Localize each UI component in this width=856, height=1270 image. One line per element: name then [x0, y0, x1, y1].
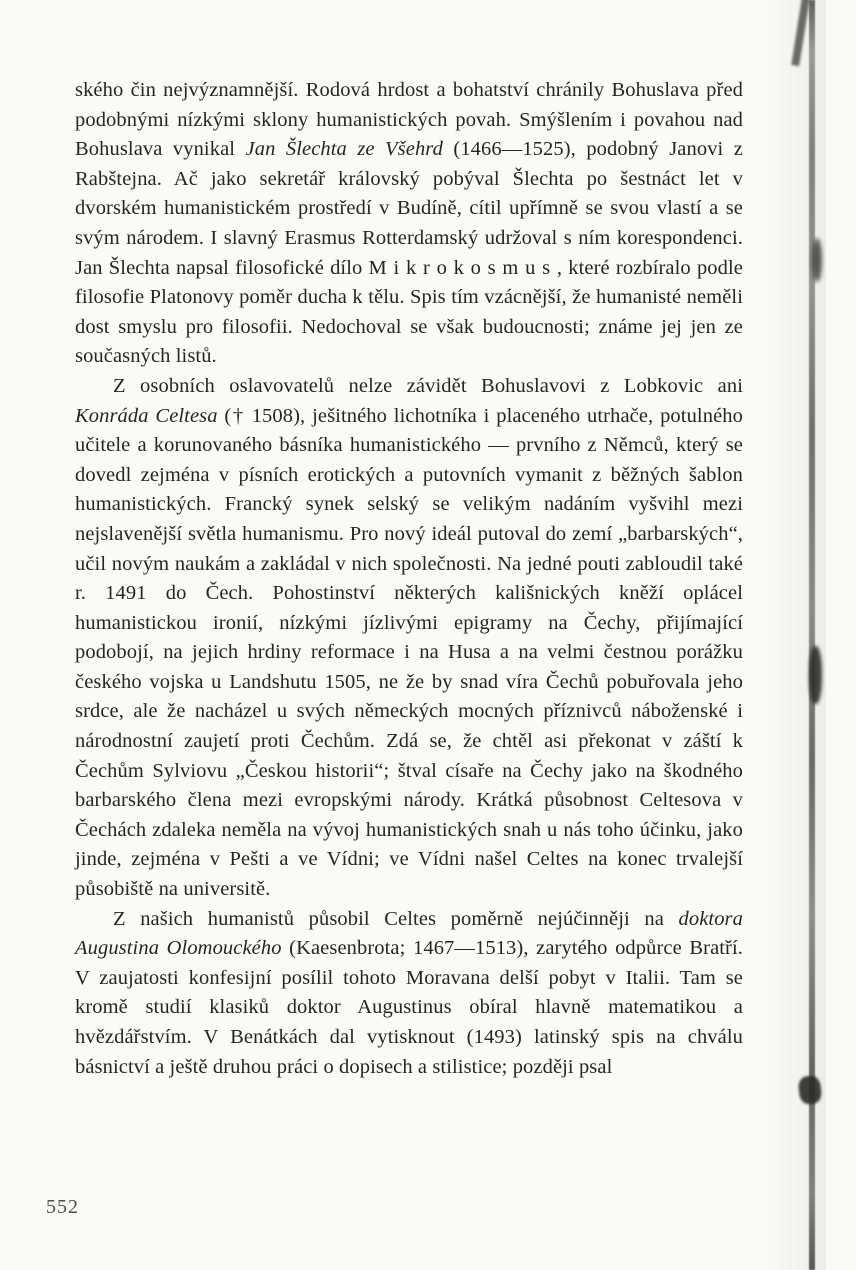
- scan-artifact-blob: [809, 646, 822, 704]
- paragraph: [75, 76, 743, 372]
- text-segment: Konráda Celtesa: [75, 404, 218, 427]
- scan-artifact-top-corner: [791, 0, 810, 66]
- text-segment: Z našich humanistů působil Celtes poměrně nejúčinněji na: [113, 907, 679, 930]
- text-segment: (1466—1525), podobný Janovi z Rabštejna. Ač jako sekretář královský pobýval Šlechta po šestnáct let v dvorském humanistickém prostředí v Budíně, cítil upřímně se svou vlastí a se svým národem. I slavný Erasmus Rotterdamský udržoval s ním korespondenci. Jan Šlechta napsal filosofické dílo: [75, 138, 743, 279]
- text-segment: doktora Augustina Olomouckého: [75, 907, 743, 960]
- text-segment: ského čin nejvýznamnější. Rodová hrdost a bohatství chránily Bohuslava před podobnými nízkými sklony humanistických povah. Smýšlením i povahou nad Bohuslava vynikal: [75, 79, 743, 161]
- paragraph: [75, 372, 743, 905]
- scan-artifact-blob: [798, 1075, 823, 1105]
- text-segment: († 1508), ješitného lichotníka i placeného utrhače, potulného učitele a korunovaného básníka humanistického — prvního z Němců, který se dovedl zejména v písních erotických a putovních vymanit z běžných šablon humanistických. Francký synek selský se velikým nadáním vyšvihl mezi nejslavenější světla humanismu. Pro nový ideál putoval do zemí „barbarských“, učil novým naukám a zakládal v nich společnosti. Na jedné pouti zabloudil také r. 1491 do Čech. Pohostinství některých kališnických kněží oplácel humanistickou ironií, nízkými jízlivými epigramy na Čechy, přijímající podobojí, na jejich hrdiny reformace i na Husa a na velmi čestnou porážku českého vojska u Landshutu 1505, ne že by snad víra Čechů pobuřovala jeho srdce, ale že nacházel u svých německých mocných příznivců náboženské i národnostní zaujetí proti Čechům. Zdá se, že chtěl asi překonat v záští k Čechům Sylviovu „Českou historii“; štval císaře na Čechy jako na škodného barbarského člena mezi evropskými národy. Krátká působnost Celtesova v Čechách zdaleka neměla na vývoj humanistických snah u nás toho účinku, jako jinde, zejména v Pešti a ve Vídni; ve Vídni našel Celtes na konec trvalejší působiště na universitě.: [75, 404, 743, 901]
- text-segment: , které rozbíralo podle filosofie Platonovy poměr ducha k tělu. Spis tím vzácnější, že humanisté neměli dost smyslu pro filosofii. Nedochoval se však budoucnosti; známe jej jen ze současných listů.: [75, 256, 743, 368]
- text-segment: Mikrokosmus: [368, 256, 557, 279]
- text-segment: (Kaesenbrota; 1467—1513), zarytého odpůrce Bratří. V zaujatosti konfesijní posílil tohoto Moravana delší pobyt v Italii. Tam se kromě studií klasiků doktor Augustinus obíral hlavně matematikou a hvězdářstvím. V Benátkách dal vytisknout (1493) latinský spis na chválu básnictví a ještě druhou práci o dopisech a stilistice; později psal: [75, 937, 744, 1078]
- text-segment: Jan Šlechta ze Všehrd: [245, 138, 443, 161]
- scan-artifact-blob: [812, 238, 822, 282]
- paragraph: [75, 905, 743, 1083]
- text-segment: Z osobních oslavovatelů nelze závidět Bohuslavovi z Lobkovic ani: [113, 374, 743, 397]
- text-block: [75, 76, 743, 1082]
- page-number: 552: [46, 1196, 79, 1218]
